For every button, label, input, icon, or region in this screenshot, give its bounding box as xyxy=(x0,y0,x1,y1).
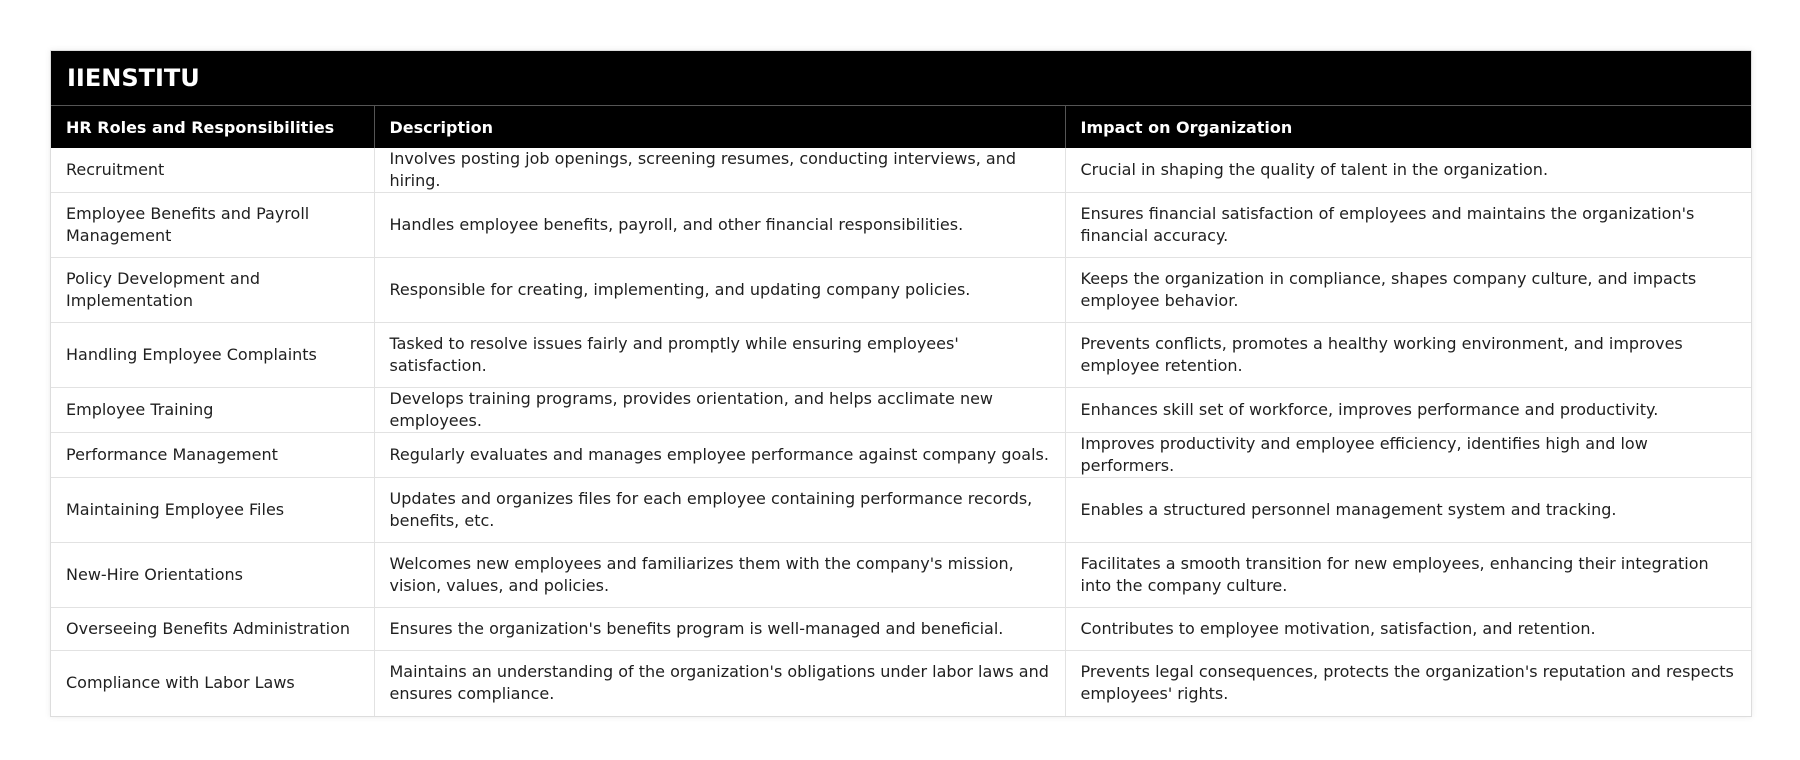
impact-cell: Improves productivity and employee efficiency, identifies high and low performers. xyxy=(1065,433,1751,478)
role-cell: Compliance with Labor Laws xyxy=(51,651,374,716)
table-row xyxy=(51,543,1751,608)
header-row xyxy=(51,106,1751,148)
table-row xyxy=(51,258,1751,323)
description-cell: Tasked to resolve issues fairly and promptly while ensuring employees' satisfaction. xyxy=(374,323,1065,388)
hr-roles-table-container xyxy=(50,50,1752,717)
role-cell: Recruitment xyxy=(51,148,374,193)
description-cell: Welcomes new employees and familiarizes them with the company's mission, vision, values, and policies. xyxy=(374,543,1065,608)
role-cell: Policy Development and Implementation xyxy=(51,258,374,323)
impact-cell: Prevents conflicts, promotes a healthy working environment, and improves employee retention. xyxy=(1065,323,1751,388)
hr-roles-table xyxy=(51,106,1751,716)
description-cell: Develops training programs, provides orientation, and helps acclimate new employees. xyxy=(374,388,1065,433)
description-cell: Regularly evaluates and manages employee performance against company goals. xyxy=(374,433,1065,478)
column-header-description: Description xyxy=(374,106,1065,148)
description-cell: Updates and organizes files for each employee containing performance records, benefits, etc. xyxy=(374,478,1065,543)
impact-cell: Prevents legal consequences, protects the organization's reputation and respects employees' rights. xyxy=(1080,662,1734,704)
role-cell: Overseeing Benefits Administration xyxy=(51,608,374,651)
description-cell: Handles employee benefits, payroll, and other financial responsibilities. xyxy=(374,193,1065,258)
table-row xyxy=(51,433,1751,478)
role-cell: New-Hire Orientations xyxy=(51,543,374,608)
table-row xyxy=(51,148,1751,193)
brand-title: IIENSTITU xyxy=(51,51,1751,106)
impact-cell: Crucial in shaping the quality of talent in the organization. xyxy=(1065,148,1751,193)
column-header-role: HR Roles and Responsibilities xyxy=(51,106,374,148)
table-body xyxy=(51,148,1751,716)
table-row xyxy=(51,608,1751,651)
impact-cell: Keeps the organization in compliance, shapes company culture, and impacts employee behavior. xyxy=(1065,258,1751,323)
impact-cell: Ensures financial satisfaction of employees and maintains the organization's financial accuracy. xyxy=(1065,193,1751,258)
description-cell: Ensures the organization's benefits program is well-managed and beneficial. xyxy=(374,608,1065,651)
impact-cell: Contributes to employee motivation, satisfaction, and retention. xyxy=(1065,608,1751,651)
table-row xyxy=(51,323,1751,388)
impact-cell: Enables a structured personnel management system and tracking. xyxy=(1065,478,1751,543)
role-cell: Performance Management xyxy=(51,433,374,478)
description-cell: Involves posting job openings, screening resumes, conducting interviews, and hiring. xyxy=(374,148,1065,193)
impact-cell: Facilitates a smooth transition for new employees, enhancing their integration into the company culture. xyxy=(1065,543,1751,608)
impact-cell: Enhances skill set of workforce, improves performance and productivity. xyxy=(1065,388,1751,433)
table-row xyxy=(51,478,1751,543)
table-row xyxy=(51,388,1751,433)
description-cell: Responsible for creating, implementing, and updating company policies. xyxy=(374,258,1065,323)
role-cell: Maintaining Employee Files xyxy=(51,478,374,543)
table-header xyxy=(51,106,1751,148)
role-cell: Employee Benefits and Payroll Management xyxy=(51,193,374,258)
description-cell: Maintains an understanding of the organization's obligations under labor laws and ensures compliance. xyxy=(374,651,1065,716)
role-cell: Employee Training xyxy=(51,388,374,433)
table-row xyxy=(51,193,1751,258)
table-row xyxy=(51,651,1751,716)
column-header-impact: Impact on Organization xyxy=(1065,106,1751,148)
role-cell: Handling Employee Complaints xyxy=(51,323,374,388)
